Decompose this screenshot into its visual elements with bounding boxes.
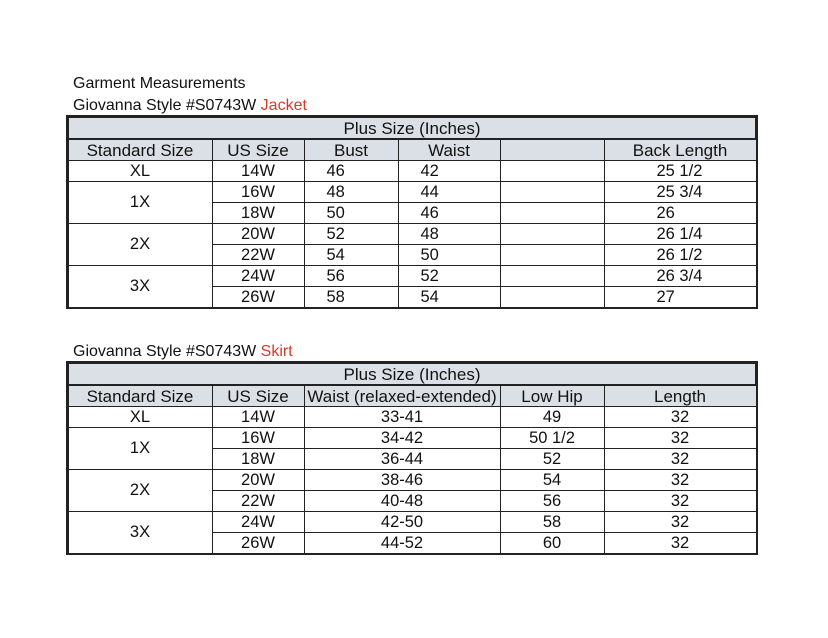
length-cell: 32: [604, 512, 756, 533]
table-row: [68, 512, 756, 533]
us-size-cell: 20W: [212, 470, 304, 491]
waist-range-cell: 38-46: [304, 470, 500, 491]
column-header-row: [68, 385, 756, 407]
bust-cell: 48: [304, 182, 398, 203]
blank-cell: [500, 161, 604, 182]
waist-cell: 52: [398, 266, 500, 287]
us-size-cell: 24W: [212, 266, 304, 287]
bust-cell: 52: [304, 224, 398, 245]
table-row: [68, 266, 756, 287]
waist-cell: 50: [398, 245, 500, 266]
length-cell: 32: [604, 491, 756, 512]
waist-cell: 46: [398, 203, 500, 224]
low-hip-cell: 49: [500, 407, 604, 428]
waist-range-cell: 44-52: [304, 533, 500, 554]
low-hip-cell: 54: [500, 470, 604, 491]
table-row: [68, 182, 756, 203]
standard-size-cell: 3X: [68, 512, 212, 554]
waist-range-cell: 36-44: [304, 449, 500, 470]
blank-cell: [500, 266, 604, 287]
length-cell: 32: [604, 470, 756, 491]
table-row: [68, 428, 756, 449]
back-length-cell: 26 1/2: [604, 245, 756, 266]
blank-header: [500, 139, 604, 161]
length-header: Length: [604, 385, 756, 407]
standard-size-header: Standard Size: [68, 139, 212, 161]
low-hip-cell: 58: [500, 512, 604, 533]
table-row: [68, 224, 756, 245]
jacket-size-table: [67, 116, 757, 308]
length-cell: 32: [604, 428, 756, 449]
skirt-size-table: [67, 362, 757, 554]
back-length-cell: 25 3/4: [604, 182, 756, 203]
back-length-cell: 27: [604, 287, 756, 308]
us-size-cell: 22W: [212, 491, 304, 512]
us-size-cell: 20W: [212, 224, 304, 245]
us-size-cell: 24W: [212, 512, 304, 533]
blank-cell: [500, 203, 604, 224]
table-banner-row: [68, 117, 756, 139]
us-size-cell: 18W: [212, 203, 304, 224]
jacket-heading: [73, 97, 307, 115]
standard-size-cell: XL: [68, 407, 212, 428]
blank-cell: [500, 287, 604, 308]
skirt-heading: [73, 343, 293, 361]
standard-size-cell: 3X: [68, 266, 212, 308]
table-banner: Plus Size (Inches): [68, 363, 756, 385]
length-cell: 32: [604, 407, 756, 428]
bust-cell: 56: [304, 266, 398, 287]
us-size-cell: 16W: [212, 428, 304, 449]
us-size-cell: 14W: [212, 407, 304, 428]
bust-cell: 58: [304, 287, 398, 308]
blank-cell: [500, 182, 604, 203]
standard-size-cell: 2X: [68, 470, 212, 512]
waist-range-cell: 33-41: [304, 407, 500, 428]
waist-range-header: Waist (relaxed-extended): [304, 385, 500, 407]
back-length-header: Back Length: [604, 139, 756, 161]
jacket-garment-label: Jacket: [260, 97, 307, 114]
blank-cell: [500, 224, 604, 245]
low-hip-cell: 56: [500, 491, 604, 512]
length-cell: 32: [604, 533, 756, 554]
back-length-cell: 26 3/4: [604, 266, 756, 287]
table-banner-row: [68, 363, 756, 385]
standard-size-header: Standard Size: [68, 385, 212, 407]
back-length-cell: 26 1/4: [604, 224, 756, 245]
us-size-header: US Size: [212, 139, 304, 161]
waist-range-cell: 40-48: [304, 491, 500, 512]
waist-cell: 44: [398, 182, 500, 203]
back-length-cell: 26: [604, 203, 756, 224]
document-title: Garment Measurements: [73, 75, 246, 92]
low-hip-header: Low Hip: [500, 385, 604, 407]
bust-cell: 46: [304, 161, 398, 182]
back-length-cell: 25 1/2: [604, 161, 756, 182]
us-size-cell: 26W: [212, 287, 304, 308]
jacket-style-number: Giovanna Style #S0743W: [73, 97, 257, 114]
waist-range-cell: 42-50: [304, 512, 500, 533]
us-size-cell: 26W: [212, 533, 304, 554]
waist-cell: 42: [398, 161, 500, 182]
table-row: [68, 407, 756, 428]
bust-header: Bust: [304, 139, 398, 161]
us-size-cell: 16W: [212, 182, 304, 203]
waist-range-cell: 34-42: [304, 428, 500, 449]
table-banner: Plus Size (Inches): [68, 117, 756, 139]
skirt-garment-label: Skirt: [260, 343, 293, 360]
waist-cell: 48: [398, 224, 500, 245]
us-size-header: US Size: [212, 385, 304, 407]
standard-size-cell: 1X: [68, 182, 212, 224]
waist-header: Waist: [398, 139, 500, 161]
low-hip-cell: 60: [500, 533, 604, 554]
table-row: [68, 161, 756, 182]
bust-cell: 54: [304, 245, 398, 266]
waist-cell: 54: [398, 287, 500, 308]
blank-cell: [500, 245, 604, 266]
standard-size-cell: 2X: [68, 224, 212, 266]
table-row: [68, 470, 756, 491]
us-size-cell: 14W: [212, 161, 304, 182]
low-hip-cell: 52: [500, 449, 604, 470]
us-size-cell: 18W: [212, 449, 304, 470]
length-cell: 32: [604, 449, 756, 470]
low-hip-cell: 50 1/2: [500, 428, 604, 449]
standard-size-cell: 1X: [68, 428, 212, 470]
bust-cell: 50: [304, 203, 398, 224]
us-size-cell: 22W: [212, 245, 304, 266]
standard-size-cell: XL: [68, 161, 212, 182]
skirt-style-number: Giovanna Style #S0743W: [73, 343, 257, 360]
column-header-row: [68, 139, 756, 161]
